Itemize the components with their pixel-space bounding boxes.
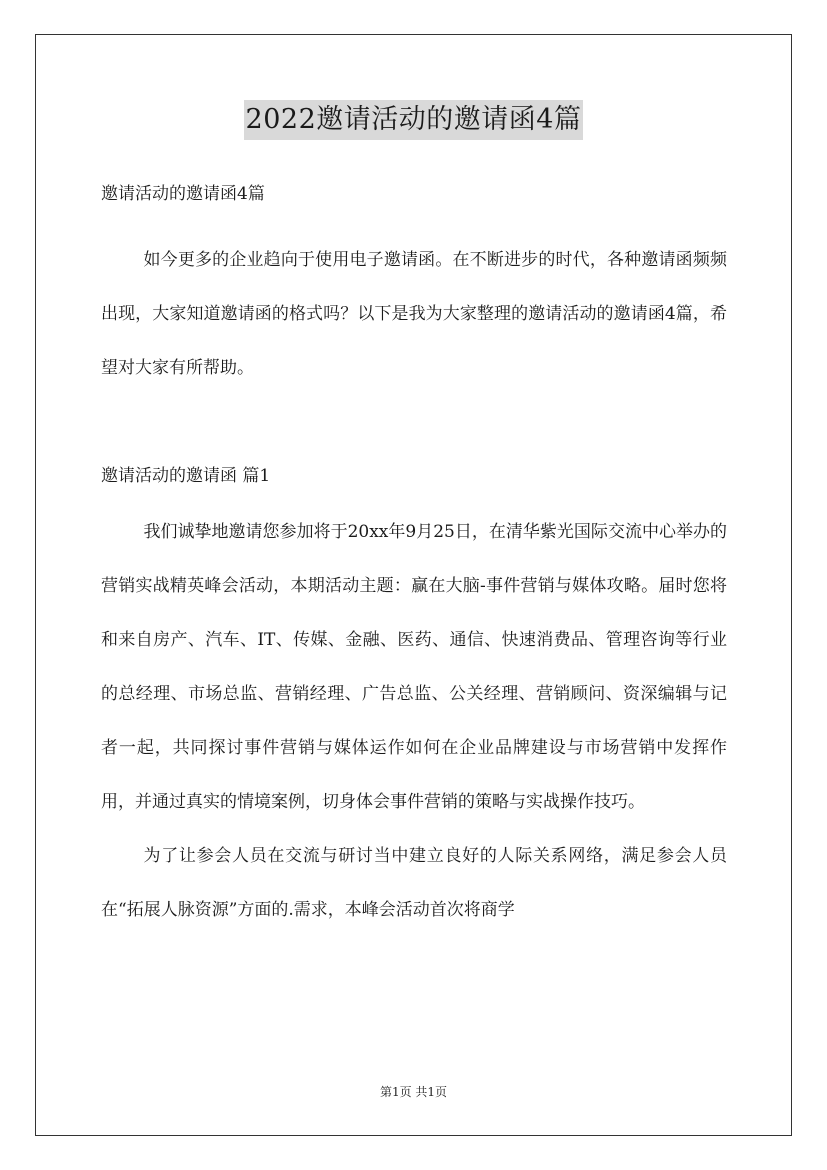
title-container xyxy=(0,100,827,140)
document-body xyxy=(101,175,727,937)
body-paragraph: 我们诚挚地邀请您参加将于20xx年9月25日，在清华紫光国际交流中心举办的营销实战精英峰会活动，本期活动主题：赢在大脑-事件营销与媒体攻略。届时您将和来自房产、汽车、IT、传媒、金融、医药、通信、快速消费品、管理咨询等行业的总经理、市场总监、营销经理、广告总监、公关经理、营销顾问、资深编辑与记者一起，共同探讨事件营销与媒体运作如何在企业品牌建设与市场营销中发挥作用，并通过真实的情境案例，切身体会事件营销的策略与实战操作技巧。 xyxy=(101,522,727,812)
page-footer: 第1页 共1页 xyxy=(379,1085,448,1099)
section-heading: 邀请活动的邀请函 篇1 xyxy=(101,466,271,486)
body-paragraph: 为了让参会人员在交流与研讨当中建立良好的人际关系网络，满足参会人员在“拓展人脉资源”方面的.需求，本峰会活动首次将商学 xyxy=(101,846,727,920)
document-subtitle: 邀请活动的邀请函4篇 xyxy=(101,184,265,204)
intro-paragraph: 如今更多的企业趋向于使用电子邀请函。在不断进步的时代，各种邀请函频频出现，大家知道邀请函的格式吗？以下是我为大家整理的邀请活动的邀请函4篇，希望对大家有所帮助。 xyxy=(101,250,727,378)
document-title: 2022邀请活动的邀请函4篇 xyxy=(244,100,584,140)
